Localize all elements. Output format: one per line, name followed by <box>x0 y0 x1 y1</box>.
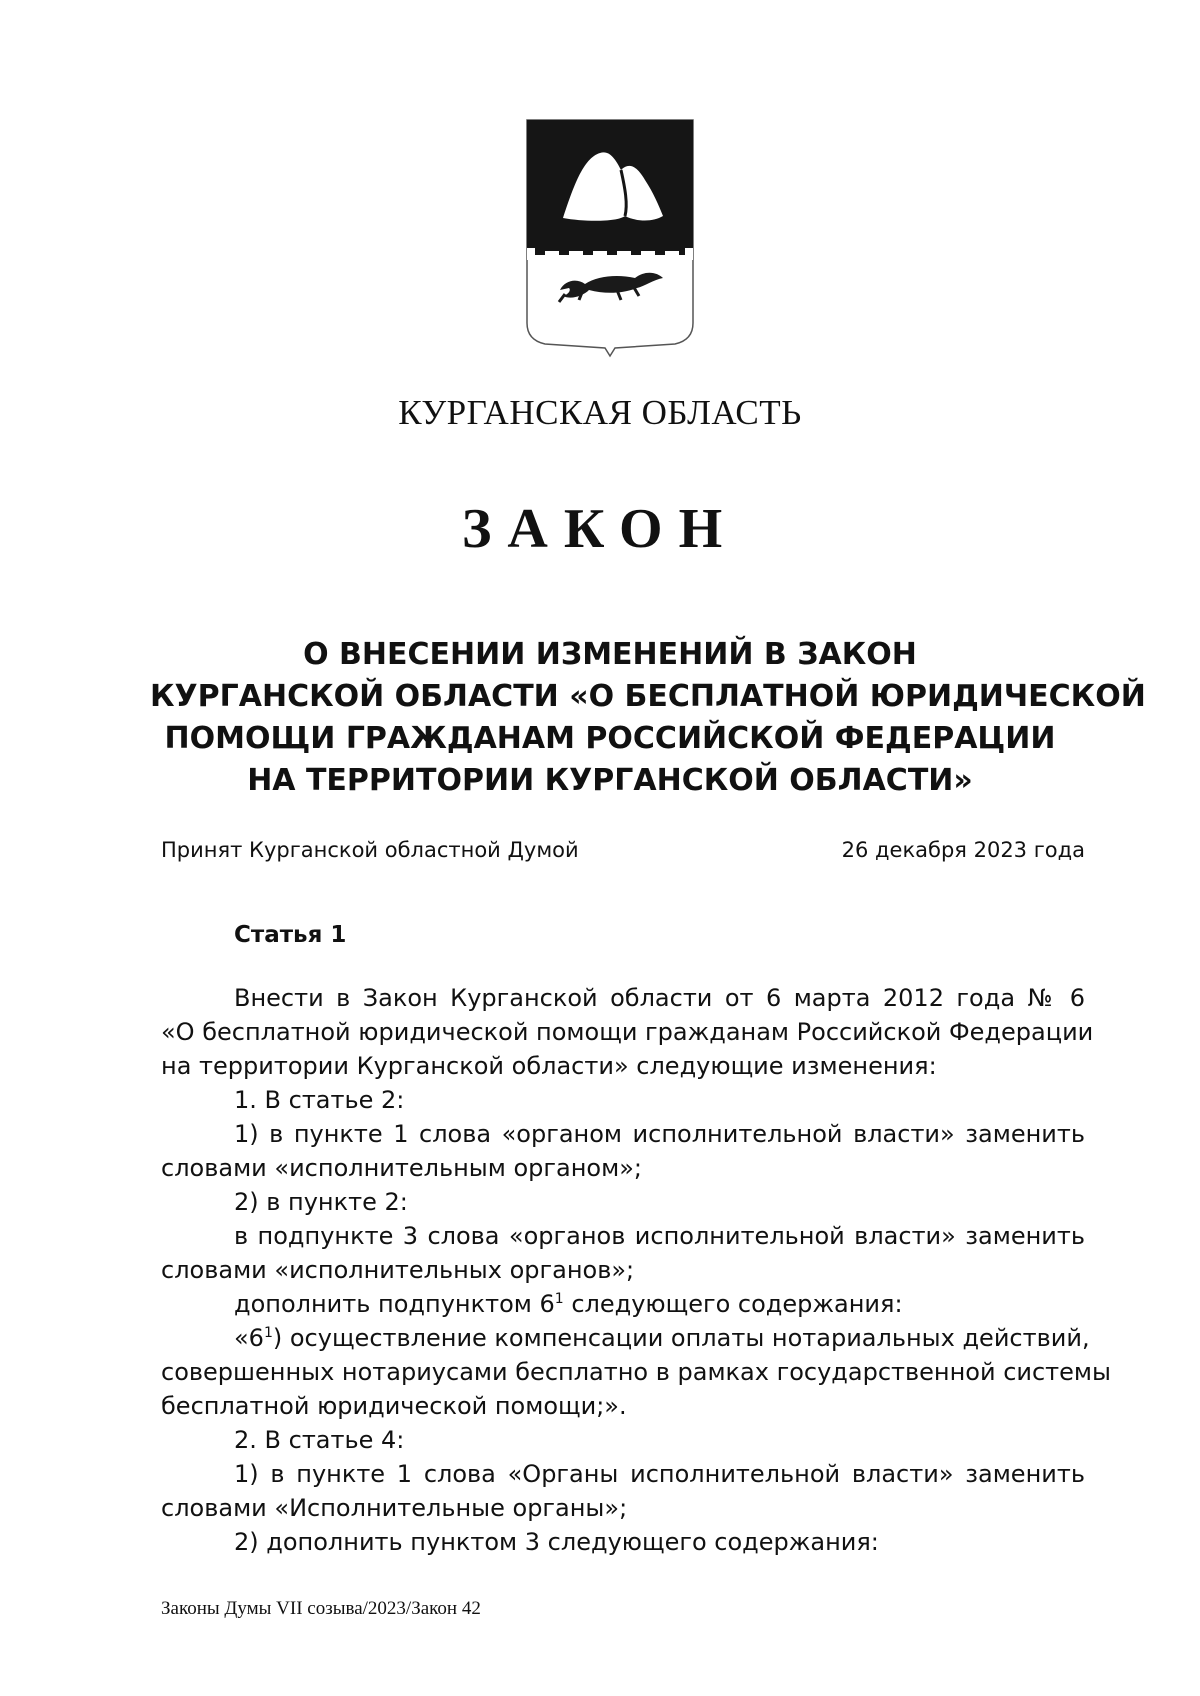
body-line: 2) дополнить пунктом 3 следующего содержания: <box>234 1528 879 1556</box>
coat-of-arms-icon <box>525 118 695 358</box>
region-name: КУРГАНСКАЯ ОБЛАСТЬ <box>398 393 802 432</box>
body-line: бесплатной юридической помощи;». <box>161 1392 627 1420</box>
body-line: «О бесплатной юридической помощи гражданам Российской Федерации <box>161 1018 1094 1046</box>
document-type: ЗАКОН <box>461 498 739 560</box>
body-line: словами «исполнительным органом»; <box>161 1154 642 1182</box>
title-line: КУРГАНСКОЙ ОБЛАСТИ «О БЕСПЛАТНОЙ ЮРИДИЧЕСКОЙ <box>150 679 1146 714</box>
body-text: дополнить подпунктом 6 <box>234 1290 555 1318</box>
superscript: 1 <box>263 1325 273 1341</box>
law-title <box>150 634 1146 802</box>
title-line: О ВНЕСЕНИИ ИЗМЕНЕНИЙ В ЗАКОН <box>303 637 917 672</box>
superscript: 1 <box>554 1291 564 1307</box>
body-line: 2) в пункте 2: <box>234 1188 408 1216</box>
body-line: словами «Исполнительные органы»; <box>161 1494 628 1522</box>
footer-reference: Законы Думы VII созыва/2023/Закон 42 <box>161 1598 481 1619</box>
body-text: ) осуществление компенсации оплаты нотариальных действий, <box>272 1324 1090 1352</box>
body-text: следующего содержания: <box>563 1290 903 1318</box>
body-line: в подпункте 3 слова «органов исполнительной власти» заменить <box>234 1222 1085 1250</box>
adopted-by: Принят Курганской областной Думой <box>161 838 579 862</box>
article-body <box>161 981 1111 1559</box>
body-line: 1) в пункте 1 слова «Органы исполнительной власти» заменить <box>234 1460 1085 1488</box>
body-line: 2. В статье 4: <box>234 1426 405 1454</box>
title-line: НА ТЕРРИТОРИИ КУРГАНСКОЙ ОБЛАСТИ» <box>247 763 973 798</box>
body-line: совершенных нотариусами бесплатно в рамках государственной системы <box>161 1358 1111 1386</box>
body-line: Внести в Закон Курганской области от 6 марта 2012 года № 6 <box>234 984 1085 1012</box>
body-line <box>161 1287 1085 1321</box>
body-line: на территории Курганской области» следующие изменения: <box>161 1052 937 1080</box>
article-heading: Статья 1 <box>234 922 347 948</box>
body-text: «6 <box>234 1324 264 1352</box>
title-line: ПОМОЩИ ГРАЖДАНАМ РОССИЙСКОЙ ФЕДЕРАЦИИ <box>164 721 1056 756</box>
body-line: 1) в пункте 1 слова «органом исполнительной власти» заменить <box>234 1120 1085 1148</box>
body-line: словами «исполнительных органов»; <box>161 1256 635 1284</box>
body-line: 1. В статье 2: <box>234 1086 405 1114</box>
body-line <box>161 1321 1090 1355</box>
adoption-date: 26 декабря 2023 года <box>841 838 1085 862</box>
